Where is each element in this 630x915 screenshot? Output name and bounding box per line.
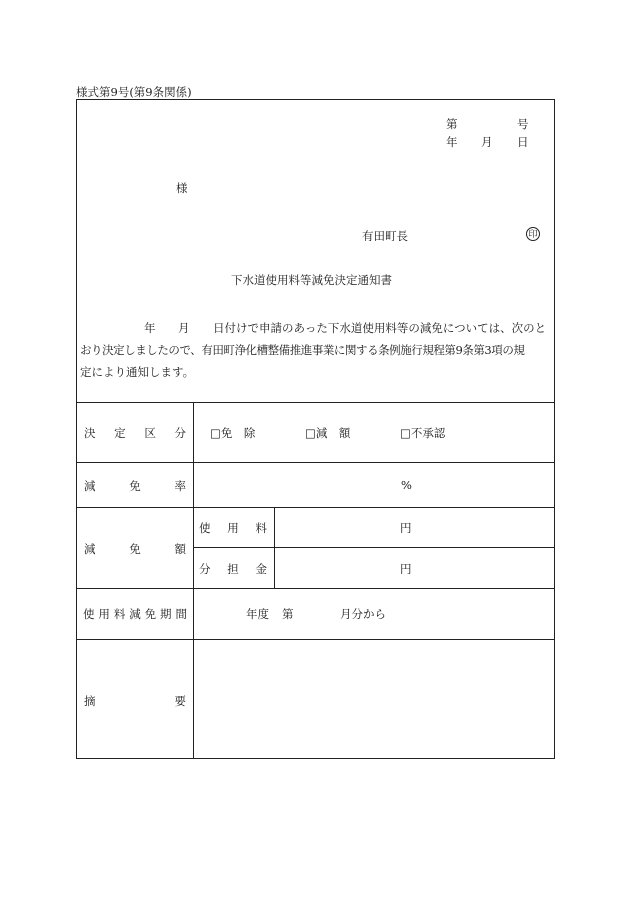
option-rejection-checkbox[interactable]: □不承認 (400, 426, 446, 440)
table-rule (76, 402, 555, 403)
issuer-name: 有田町長 (362, 229, 408, 243)
period-from: 月分から (340, 607, 386, 621)
table-rule (193, 402, 194, 759)
decision-label: 決 定 区 分 (84, 426, 186, 440)
usage-fee-label: 使 用 料 (199, 521, 267, 535)
document-title: 下水道使用料等減免決定通知書 (231, 273, 392, 287)
table-rule (76, 462, 555, 463)
share-unit: 円 (400, 562, 412, 576)
period-dai: 第 (282, 607, 294, 621)
form-number-label: 様式第9号(第9条関係) (76, 85, 192, 99)
table-rule (76, 507, 555, 508)
body-line-3: 定により通知します。 (80, 365, 195, 379)
date-month: 月 (481, 135, 493, 149)
period-nendo: 年度 (246, 607, 269, 621)
table-rule (76, 588, 555, 589)
date-day: 日 (517, 135, 529, 149)
number-dai: 第 (446, 117, 458, 131)
share-label: 分 担 金 (199, 562, 267, 576)
body-line-2: おり決定しましたので、有田町浄化槽整備推進事業に関する条例施行規程第9条第3項の規 (80, 343, 525, 357)
period-label: 使 用 料 減 免 期 間 (83, 607, 187, 621)
table-rule (274, 507, 275, 588)
rate-unit: % (401, 478, 412, 492)
rate-label: 減 免 率 (84, 479, 186, 493)
usage-fee-unit: 円 (400, 521, 412, 535)
addressee-suffix: 様 (176, 181, 188, 195)
body-line-1: 日付けで申請のあった下水道使用料等の減免については、次のと (213, 321, 547, 335)
option-reduction-checkbox[interactable]: □減 額 (305, 426, 351, 440)
body-year: 年 (144, 321, 156, 335)
number-go: 号 (517, 117, 529, 131)
option-exemption-checkbox[interactable]: □免 除 (210, 426, 256, 440)
amount-label: 減 免 額 (84, 542, 186, 556)
date-year: 年 (446, 135, 458, 149)
remarks-label: 摘 要 (84, 694, 186, 708)
table-rule (76, 639, 555, 640)
seal-mark-icon: 印 (526, 227, 540, 241)
body-month: 月 (178, 321, 190, 335)
table-rule (193, 547, 555, 548)
